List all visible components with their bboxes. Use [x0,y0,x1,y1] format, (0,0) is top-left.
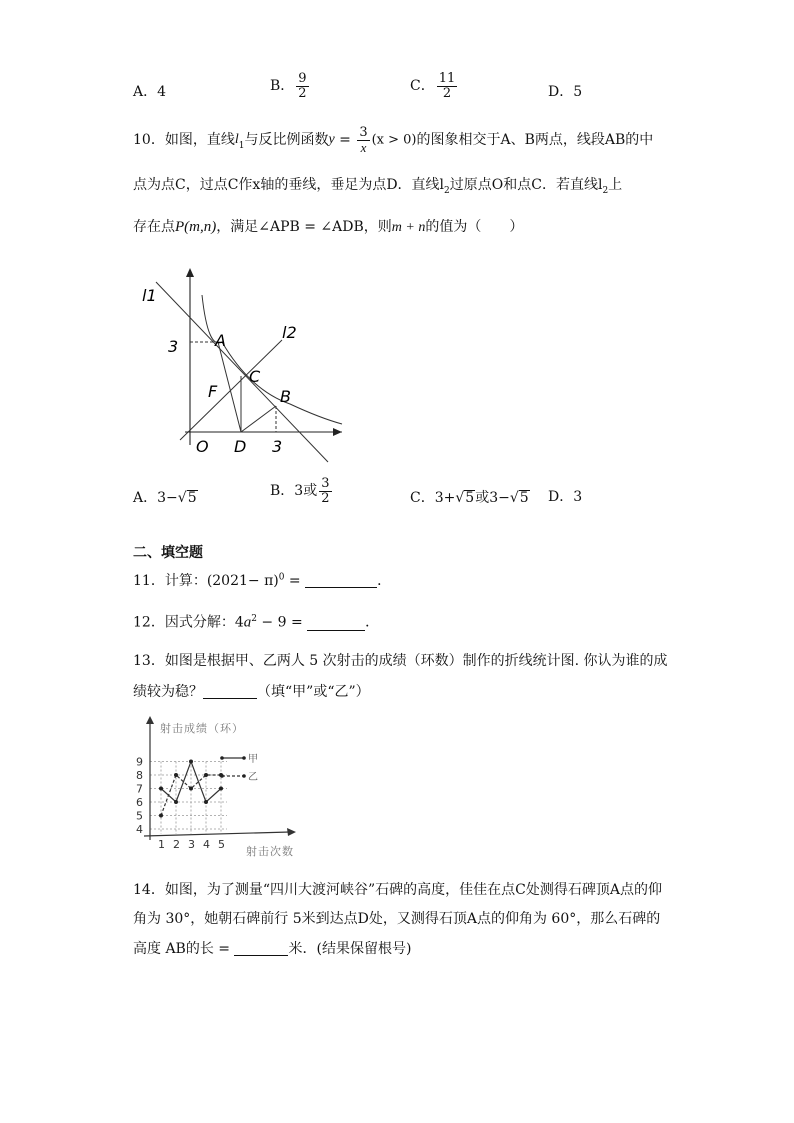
chart-x-tick-label: 5 [218,838,225,851]
series-point-jia [204,800,208,804]
q10-text-condition: ，满足∠APB = ∠ADB，则 [216,219,392,235]
q12-line [133,615,379,631]
q10-line-3 [133,220,523,235]
q10-option-b-letter: B． [270,483,295,500]
q14-line-1: 14．如图，为了测量“四川大渡河峡谷”石碑的高度，佳佳在点C处测得石碑顶A点的仰 [133,882,662,898]
label-b: B [280,387,291,406]
label-a: A [215,331,226,350]
q10-text-exists: 存在点 [133,219,175,235]
q10-option-d-letter: D． [548,489,574,505]
chart-y-tick-label: 8 [136,769,143,782]
q10-option-c-letter: C． [410,490,435,506]
q9-option-b-letter: B． [270,78,295,95]
q11-equals: = [284,573,306,589]
legend-dot [242,756,246,760]
q10-line-1 [133,126,653,154]
q10-fn-denominator: x [360,139,367,155]
label-o: O [196,437,209,456]
series-point-yi [174,773,178,777]
q10-m-plus-n: m + n [391,220,426,235]
q10-text-origin: 过原点O和点C．若直线l [449,177,603,193]
q12-answer-blank[interactable] [307,616,365,631]
q10-fn-equals: = [334,132,356,149]
chart-y-tick-label: 7 [136,782,143,796]
segment-ad [218,342,241,432]
legend-dot [220,774,224,778]
q9-option-a [133,85,166,99]
chart-y-tick-label: 4 [136,823,143,836]
legend-dot [220,756,224,760]
line-l1 [156,282,328,462]
series-point-jia [189,760,193,764]
q10-text-midpoint: 点为点C，过点C作x轴的垂线，垂足为点D．直线l [133,177,445,193]
series-point-jia [174,800,178,804]
q9-option-a-value: 4 [157,84,167,100]
q14-line-3 [133,941,411,956]
legend-label-jia: 甲 [248,754,258,765]
q10-option-b-fraction [319,477,331,505]
segment-db [241,406,276,432]
q10-l1-symbol: l [234,132,239,148]
series-point-yi [189,787,193,791]
label-l1: l1 [142,286,157,305]
q10-option-d-value: 3 [573,489,583,505]
q9-option-c-numerator: 11 [438,71,456,86]
series-point-yi [159,814,163,818]
q10-fn-y: y [328,132,335,148]
chart-x-tick-label: 2 [173,838,180,851]
q10-geometry-figure [130,260,360,465]
q10-l2-subscript-2: 2 [602,185,609,196]
q10-point-p: P(m,n) [175,219,217,235]
chart-x-tick-label: 1 [158,838,165,851]
q12-text: 12．因式分解：4 [133,614,244,631]
chart-x-tick-label: 4 [203,838,210,851]
q10-option-c-middle: 或3− [475,490,510,506]
q13-answer-blank[interactable] [203,684,257,699]
legend-dot [242,774,246,778]
q10-option-a-prefix: 3− [157,490,178,506]
q12-expression: − 9 = [256,614,308,631]
y-axis-arrow-icon [186,268,194,277]
q11-line [133,573,391,588]
q11-period: ． [377,573,392,589]
chart-x-tick-label: 3 [188,838,195,851]
q10-text-function: 与反比例函数 [244,132,329,149]
q10-option-a-radicand: 5 [187,490,197,506]
q10-text-on: 上 [608,177,623,193]
q10-option-b-numerator: 3 [321,476,330,491]
q10-option-b-prefix: 3或 [294,483,318,500]
q14-line-2: 角为 30°，她朝石碑前行 5米到达点D处，又测得石顶A点的仰角为 60°，那么石碑的 [133,911,661,927]
q9-option-d [548,85,582,99]
label-f: F [208,382,218,401]
q9-option-c-letter: C． [410,78,435,95]
chart-x-label: 射击次数 [246,845,294,858]
q12-period: ． [365,614,380,631]
q13-line-1: 13．如图是根据甲、乙两人 5 次射击的成绩（环数）制作的折线统计图. 你认为谁的成 [133,653,668,669]
q11-exponent: 0 [278,572,285,583]
q14-text-height: 高度 AB的长 = [133,941,235,957]
q10-l2-subscript-1: 2 [444,185,450,196]
q10-option-a: A．3−√5 [133,490,197,506]
q13-text-hint: （填“甲”或“乙”） [257,684,370,700]
q10-option-c-prefix: 3+ [434,490,456,506]
chart-x-arrow-icon [287,828,296,836]
q13-line-2 [133,684,370,699]
q10-text-question: 的值为（ ） [425,219,524,235]
label-l2: l2 [282,323,297,342]
section-heading: 二、填空题 [133,545,203,561]
q10-option-d [548,490,582,504]
q10-fn-fraction [357,126,369,154]
q13-text-question: 绩较为稳？ [133,684,203,700]
series-point-jia [219,787,223,791]
q12-variable-a: a [243,614,252,631]
q10-option-c: C．3+√5或3−√5 [410,490,529,506]
q12-exponent: 2 [251,614,257,624]
q11-text: 11．计算：(2021− π) [133,573,279,589]
label-y-3: 3 [168,337,179,356]
series-point-yi [204,773,208,777]
label-c: C [249,367,261,386]
q10-fn-condition: (x > 0) [371,132,417,148]
q9-option-c-fraction [437,72,458,100]
q10-option-a-letter: A． [133,490,158,506]
q9-option-b [270,72,311,100]
q10-option-b [270,477,334,505]
q11-answer-blank[interactable] [305,573,377,588]
q10-option-c-radicand-2: 5 [519,490,529,506]
label-d: D [234,437,247,456]
q9-option-b-numerator: 9 [298,71,307,86]
chart-title: 射击成绩（环） [160,722,244,735]
label-x-3: 3 [272,437,283,456]
q9-option-a-letter: A． [133,84,158,100]
q14-text-unit: 米．(结果保留根号) [288,941,412,957]
x-axis-arrow-icon [333,428,342,436]
series-point-jia [159,787,163,791]
q10-text-intersect: 的图象相交于A、B两点，线段AB的中 [416,132,654,149]
legend-label-yi: 乙 [248,772,258,783]
chart-y-tick-label: 6 [136,796,143,809]
q13-line-chart [130,712,316,864]
chart-y-tick-label: 9 [136,755,143,769]
line-l2 [180,340,282,440]
q10-option-b-denominator: 2 [321,490,330,506]
q10-text-intro: 10．如图，直线 [133,132,235,149]
q9-option-c-denominator: 2 [442,85,452,101]
q9-option-d-value: 5 [573,84,583,100]
q9-option-b-denominator: 2 [298,85,307,101]
hyperbola-curve [202,295,342,424]
q10-fn-numerator: 3 [359,125,368,140]
q10-line-2 [133,178,622,196]
q14-answer-blank[interactable] [234,941,288,956]
chart-y-arrow-icon [146,716,154,724]
q9-option-d-letter: D． [548,84,574,100]
chart-x-axis [144,832,290,836]
q9-option-b-fraction [296,72,308,100]
chart-y-tick-label: 5 [136,809,143,823]
q10-option-c-radicand-1: 5 [465,490,475,506]
q9-option-c [410,72,459,100]
q10-l1-subscript: 1 [238,140,245,151]
